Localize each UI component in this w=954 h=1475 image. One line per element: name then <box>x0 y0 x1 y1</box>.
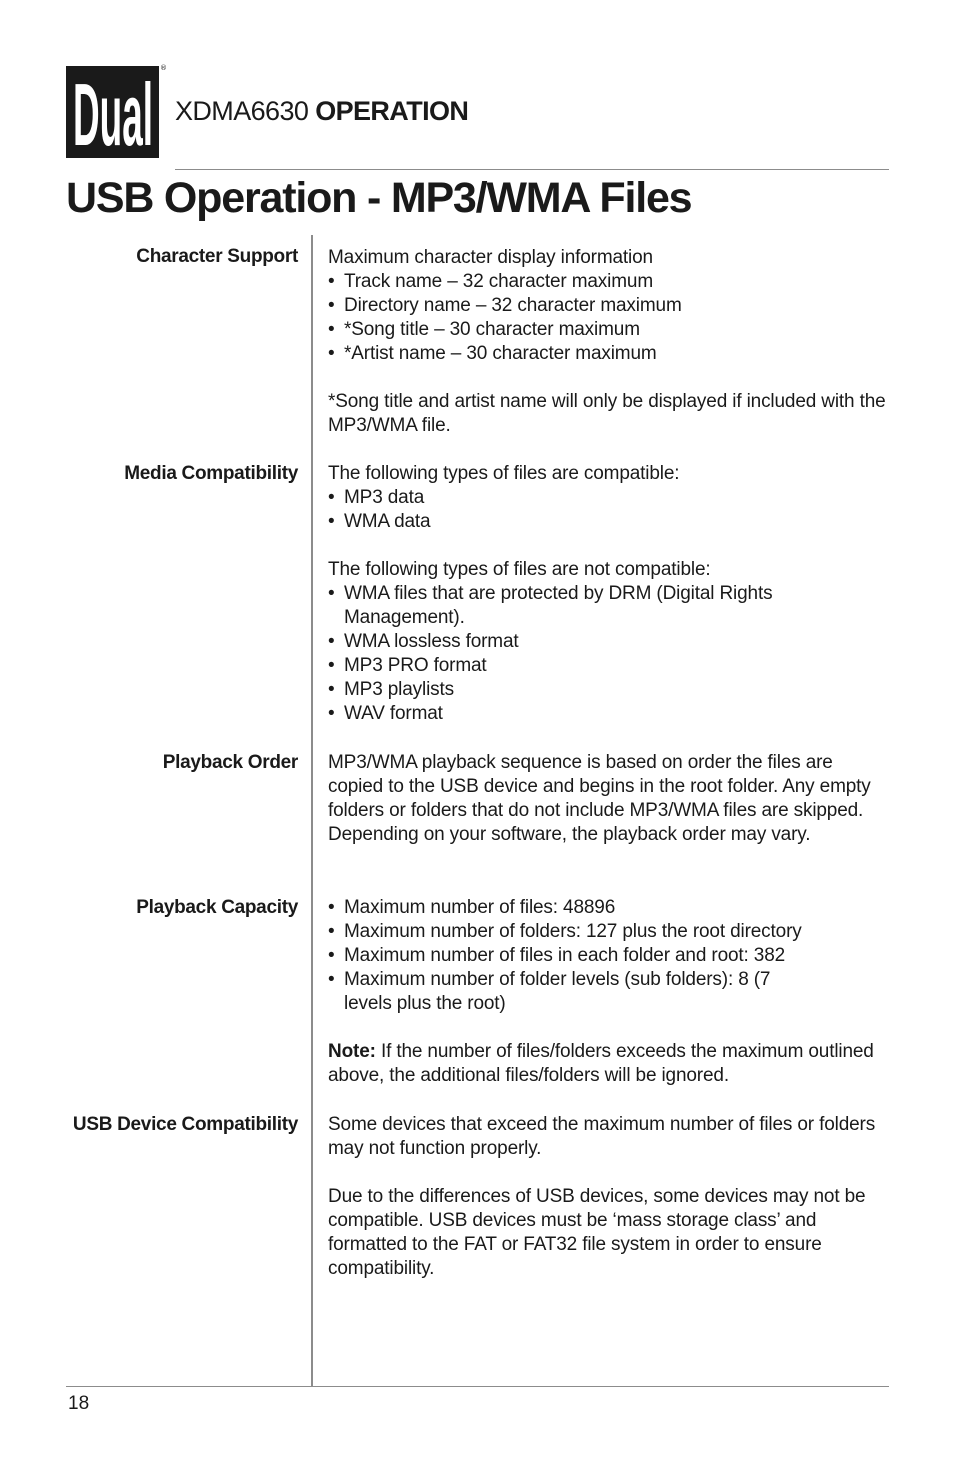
character-support-list <box>328 270 888 366</box>
incompatible-list <box>328 582 888 726</box>
list-item: • Maximum number of folders: 127 plus the root directory <box>328 920 888 944</box>
list-item: • *Artist name – 30 character maximum <box>328 342 888 366</box>
column-divider <box>311 235 313 1387</box>
compatible-list <box>328 486 888 534</box>
playback-capacity-note <box>328 1040 888 1088</box>
section-media-compatibility <box>328 462 888 726</box>
list-item: • MP3 playlists <box>328 678 888 702</box>
label-usb-device-compatibility: USB Device Compatibility <box>72 1114 298 1135</box>
section-playback-capacity <box>328 896 888 1088</box>
list-item: • *Song title – 30 character maximum <box>328 318 888 342</box>
list-item: • Track name – 32 character maximum <box>328 270 888 294</box>
label-character-support: Character Support <box>136 246 298 267</box>
character-support-intro: Maximum character display information <box>328 247 653 268</box>
dual-logo <box>66 66 159 158</box>
playback-capacity-list <box>328 896 888 1016</box>
section-usb-device-compatibility <box>328 1113 888 1281</box>
note-label: Note: <box>328 1041 376 1062</box>
list-item: • WMA data <box>328 510 888 534</box>
label-playback-order: Playback Order <box>162 752 298 773</box>
registered-mark: ® <box>160 64 167 72</box>
dual-logo-text: Dual <box>72 73 153 151</box>
list-item: • Maximum number of files in each folder and root: 382 <box>328 944 888 968</box>
label-playback-capacity: Playback Capacity <box>136 897 298 918</box>
page-title: USB Operation - MP3/WMA Files <box>66 174 692 222</box>
compatible-intro: The following types of files are compatible: <box>328 463 680 484</box>
list-item: • MP3 data <box>328 486 888 510</box>
usb-compat-para-1: Some devices that exceed the maximum number of files or folders may not function properly. <box>328 1114 876 1159</box>
playback-order-text: MP3/WMA playback sequence is based on order the files are copied to the USB device and begins in the root folder. Any empty folders or folders that do not include MP3/WMA files are skipped. Depending on your software, the playback order may vary. <box>328 752 871 845</box>
usb-compat-para-2: Due to the differences of USB devices, some devices may not be compatible. USB devices must be ‘mass storage class’ and formatted to the FAT or FAT32 file system in order to ensure compatibility. <box>328 1186 866 1279</box>
list-item: • WMA files that are protected by DRM (Digital Rights Management). <box>328 582 888 630</box>
character-support-footnote: *Song title and artist name will only be displayed if included with the MP3/WMA file. <box>328 391 886 436</box>
header-title <box>175 96 468 127</box>
section-playback-order <box>328 751 888 847</box>
section-character-support <box>328 246 888 438</box>
label-media-compatibility: Media Compatibility <box>124 463 298 484</box>
incompatible-intro: The following types of files are not compatible: <box>328 559 711 580</box>
list-item: • Maximum number of files: 48896 <box>328 896 888 920</box>
header-model: XDMA6630 <box>175 96 309 126</box>
list-item: • MP3 PRO format <box>328 654 888 678</box>
list-item: • Directory name – 32 character maximum <box>328 294 888 318</box>
list-item: • WAV format <box>328 702 888 726</box>
header-section: OPERATION <box>315 96 469 126</box>
page-number: 18 <box>68 1393 90 1414</box>
footer-rule <box>66 1386 889 1387</box>
dual-logo-mark <box>71 73 155 151</box>
list-item: • WMA lossless format <box>328 630 888 654</box>
list-item: • Maximum number of folder levels (sub folders): 8 (7 levels plus the root) <box>328 968 888 1016</box>
note-text: If the number of files/folders exceeds the maximum outlined above, the additional files/folders will be ignored. <box>328 1041 874 1086</box>
